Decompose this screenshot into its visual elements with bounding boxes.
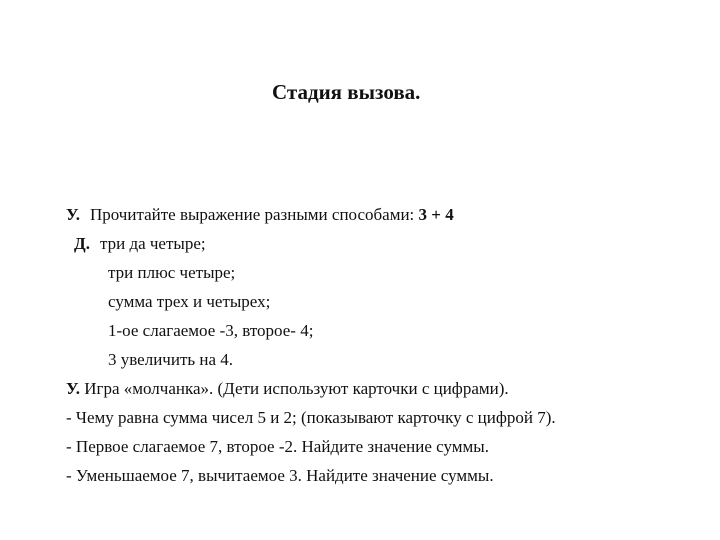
expression: 3 + 4	[418, 205, 454, 224]
line-answer-2: три плюс четыре;	[108, 263, 236, 282]
answer-text: три да четыре;	[99, 234, 206, 253]
line-question-2: - Первое слагаемое 7, второе -2. Найдите значение суммы.	[66, 437, 489, 456]
speaker-children: Д.	[74, 234, 90, 253]
game-text: Игра «молчанка». (Дети используют карточки с цифрами).	[79, 379, 509, 398]
line-answer-3: сумма трех и четырех;	[108, 292, 271, 311]
slide-content	[66, 200, 706, 490]
line-teacher-prompt	[66, 200, 706, 229]
line-game	[66, 374, 706, 403]
line-question-3: - Уменьшаемое 7, вычитаемое 3. Найдите значение суммы.	[66, 466, 494, 485]
line-answer-5: 3 увеличить на 4.	[108, 350, 234, 369]
speaker-teacher-2: У.	[66, 379, 80, 398]
line-answer-4: 1-ое слагаемое -3, второе- 4;	[108, 321, 314, 340]
line-children-answer	[66, 229, 706, 258]
line-question-1: - Чему равна сумма чисел 5 и 2; (показывают карточку с цифрой 7).	[66, 408, 556, 427]
prompt-text: Прочитайте выражение разными способами:	[89, 205, 415, 224]
speaker-teacher: У.	[66, 205, 80, 224]
slide-title: Стадия вызова.	[272, 80, 421, 104]
